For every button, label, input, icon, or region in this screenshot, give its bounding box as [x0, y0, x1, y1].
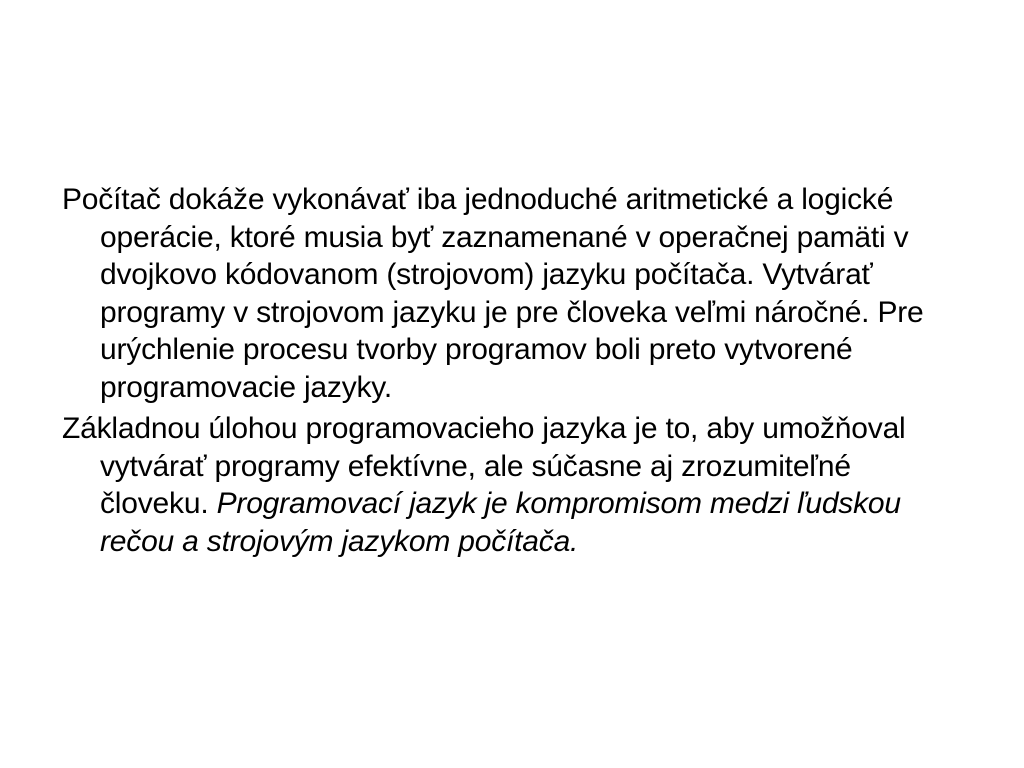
- paragraph-programming-language: [62, 410, 962, 560]
- paragraph-text: Základnou úlohou programovacieho jazyka je to, aby umožňoval vytvárať programy efektívne, ale súčasne aj zrozumiteľné človeku.: [62, 412, 906, 520]
- slide-body: [62, 181, 962, 564]
- paragraph-text: Počítač dokáže vykonávať iba jednoduché aritmetické a logické operácie, ktoré musia byť zaznamenané v operačnej pamäti v dvojkovo kódovanom (strojovom) jazyku počítača. Vytvárať programy v strojovom jazyku je pre človeka veľmi náročné. Pre urýchlenie procesu tvorby programov boli preto vytvorené programovacie jazyky.: [62, 183, 924, 404]
- paragraph-emphasis: Programovací jazyk je kompromisom medzi ľudskou rečou a strojovým jazykom počítača.: [100, 487, 901, 558]
- paragraph-computer-operations: [62, 181, 962, 406]
